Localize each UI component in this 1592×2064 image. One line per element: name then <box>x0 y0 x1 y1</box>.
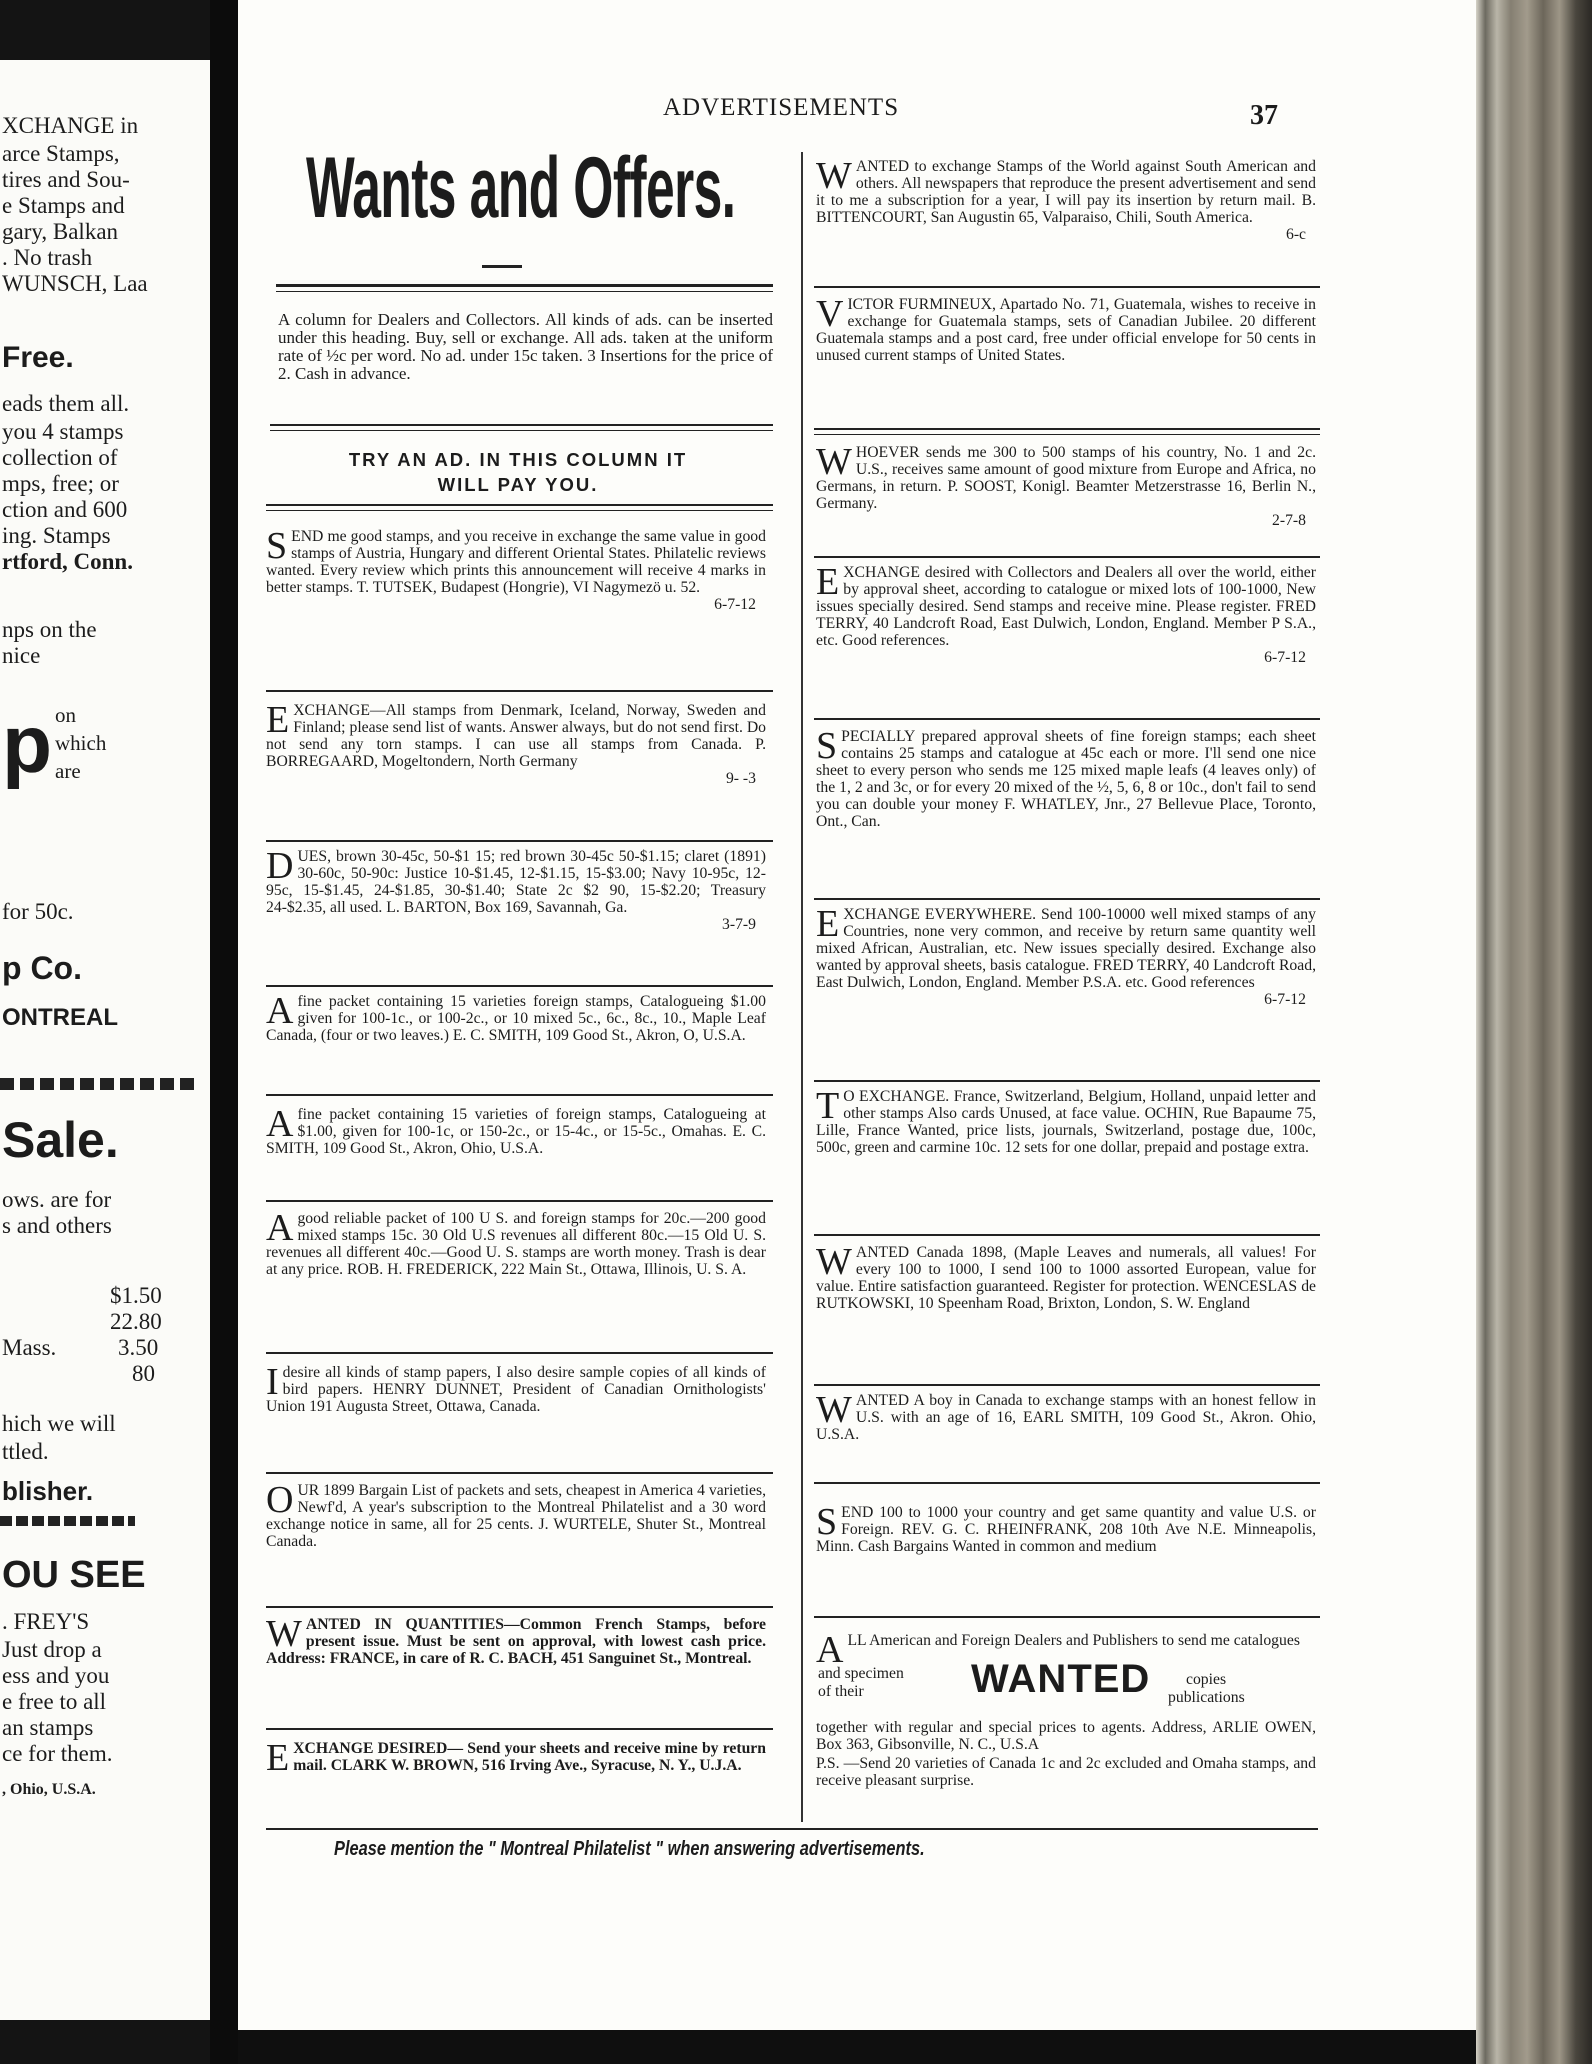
prev-line: gary, Balkan <box>2 219 119 244</box>
ad-postscript: P.S. —Send 20 varieties of Canada 1c and 2c excluded and Omaha stamps, and receive pleasant surprise. <box>816 1755 1316 1789</box>
ad-owen <box>816 1629 1316 1822</box>
prev-line: Just drop a <box>2 1637 102 1662</box>
ad-text: ANTED to exchange Stamps of the World against South American and others. All newspapers that reproduce the present advertisement and send it to me a subscription for a year, I will pay its insertion by return mail. B. BITTENCOURT, San Augustin 65, Valparaiso, Chili, South America. <box>816 158 1316 226</box>
ad-text: together with regular and special prices to agents. Address, ARLIE OWEN, Box 363, Gibsonville, N. C., U.S.A <box>816 1719 1316 1753</box>
drop-initial: W <box>266 1613 302 1655</box>
rule <box>814 1384 1320 1386</box>
rule <box>266 1606 773 1608</box>
footer-note: Please mention the " Montreal Philatelist " when answering advertisements. <box>334 1838 925 1860</box>
prev-line: . No trash <box>2 245 93 270</box>
ad-text: PECIALLY prepared approval sheets of fine foreign stamps; each sheet contains 25 stamps and catalogue at 45c each or more. I'll send one nice sheet to every person who sends me 125 mixed maple leafs (4 leaves only) of the 1, 2 and 3c, or for every 20 mixed of the ½, 5, 6, 8 or 10c., don't fail to send you can double your money F. WHATLEY, Jnr., 27 Bellevue Place, Toronto, Ont., Can. <box>816 728 1316 830</box>
ornament-rule <box>0 1516 135 1526</box>
ad-text: copies <box>1186 1671 1227 1688</box>
prev-line: which <box>55 731 107 755</box>
ad-furmineux <box>816 293 1316 364</box>
ad-text: ICTOR FURMINEUX, Apartado No. 71, Guatemala, wishes to receive in exchange for Guatemala stamps, sets of Canadian Jubilee. 20 different Guatemala stamps and a post card, free under official envelope for 50 cents in unused current stamps of United States. <box>816 296 1316 364</box>
ad-text: ANTED Canada 1898, (Maple Leaves and numerals, all values! For every 100 to 1000, I send 100 to 1000 assorted European, value for value. Entire satisfaction guaranteed. Register for protection. WENCESLAS de RUTKOWSKI, 10 Speenham Road, Brixton, London, S. W. England <box>816 1244 1316 1312</box>
ad-brown <box>266 1737 766 1779</box>
drop-initial: S <box>816 1501 838 1543</box>
prev-line: 22.80 <box>110 1309 162 1334</box>
ad-barton <box>266 845 766 933</box>
prev-line: rtford, Conn. <box>2 549 133 574</box>
ad-text: desire all kinds of stamp papers, I also desire sample copies of all kinds of bird papers. HENRY DUNNET, President of Canadian Ornithologists' Union 191 Augusta Street, Ottawa, Canada. <box>266 1364 766 1415</box>
drop-initial: E <box>266 1737 290 1779</box>
scan-border <box>238 2030 1476 2064</box>
rule <box>814 1234 1320 1236</box>
book-edge <box>1476 0 1592 2064</box>
ad-bach <box>266 1613 766 1667</box>
ad-frederick <box>266 1207 766 1278</box>
try-ad-line-1: TRY AN AD. IN THIS COLUMN IT <box>348 449 688 470</box>
ornament-rule <box>0 1078 200 1090</box>
drop-initial: E <box>816 561 840 603</box>
prev-line: XCHANGE in <box>2 113 139 138</box>
rule <box>266 840 773 842</box>
rule <box>814 286 1320 288</box>
prev-line: you 4 stamps <box>2 419 124 444</box>
prev-line: ttled. <box>2 1439 49 1464</box>
ad-code: 6-7-12 <box>1264 649 1306 666</box>
ad-text: and specimen <box>818 1665 904 1682</box>
ad-rutkowski <box>816 1241 1316 1312</box>
ad-code: 9- -3 <box>725 770 756 787</box>
ad-text: END me good stamps, and you receive in exchange the same value in good stamps of Austria, Hungary and different Oriental States. Philatelic reviews wanted. Every review which prints this announcement will receive 4 marks in better stamps. T. TUTSEK, Budapest (Hongrie), VI Nagymezö u. 52. <box>266 528 766 596</box>
prev-line: hich we will <box>2 1411 116 1436</box>
prev-line: ction and 600 <box>2 497 128 522</box>
prev-line: blisher. <box>2 1476 94 1506</box>
prev-line: e Stamps and <box>2 193 125 218</box>
prev-line: e free to all <box>2 1689 107 1714</box>
prev-line: collection of <box>2 445 118 470</box>
drop-initial: A <box>266 1103 294 1145</box>
ad-bittencourt <box>816 155 1316 243</box>
prev-line: for 50c. <box>2 899 74 924</box>
ad-whatley <box>816 725 1316 830</box>
ad-text: UR 1899 Bargain List of packets and sets, cheapest in America 4 varieties, Newf'd, A year's subscription to the Montreal Philatelist and a 30 word exchange notice in same, all for 25 cents. J. WURTELE, Shuter St., Montreal Canada. <box>266 1482 766 1550</box>
prev-line: arce Stamps, <box>2 141 120 166</box>
ad-terry-1 <box>816 561 1316 666</box>
rule <box>270 424 773 426</box>
prev-line: OU SEE <box>2 1554 146 1596</box>
drop-initial: E <box>816 903 840 945</box>
prev-line: ows. are for <box>2 1187 112 1212</box>
drop-initial: O <box>266 1479 294 1521</box>
page-gutter <box>210 0 240 2064</box>
prev-line: $1.50 <box>110 1283 162 1308</box>
ad-ochin <box>816 1085 1316 1156</box>
ad-wurtele <box>266 1479 766 1550</box>
prev-line: 3.50 <box>118 1335 159 1360</box>
rule <box>270 430 773 431</box>
ad-smith-1 <box>266 990 766 1044</box>
wanted-block <box>816 1657 1316 1719</box>
prev-line: eads them all. <box>2 391 130 416</box>
prev-line: 80 <box>132 1361 155 1386</box>
prev-line: nice <box>2 643 41 668</box>
drop-initial: S <box>816 725 838 767</box>
ad-text: publications <box>1168 1689 1245 1706</box>
running-head: ADVERTISEMENTS <box>663 94 900 121</box>
drop-initial: W <box>816 441 852 483</box>
ad-text: fine packet containing 15 varieties foreign stamps, Catalogueing $1.00 given for 100-1c., or 100-2c., or 10 mixed 5c., 6c., 8c., 10., Maple Leaf Canada, (four or two leaves.) E. C. SMITH, 109 Good St., Akron, O, U.S.A. <box>266 993 766 1044</box>
prev-line: Free. <box>2 341 74 374</box>
prev-line: p Co. <box>2 950 82 986</box>
rule <box>814 428 1320 430</box>
ad-text: of their <box>818 1683 864 1700</box>
rule <box>266 690 773 692</box>
drop-initial: S <box>266 525 288 567</box>
rule <box>266 1200 773 1202</box>
ad-text: XCHANGE DESIRED— Send your sheets and receive mine by return mail. CLARK W. BROWN, 516 Irving Ave., Syracuse, N. Y., U.J.A. <box>293 1740 766 1774</box>
ad-soost <box>816 441 1316 529</box>
ad-text: ANTED IN QUANTITIES—Common French Stamps, before present issue. Must be sent on approval, with lowest cash price. Address: FRANCE, in care of R. C. BACH, 451 Sanguinet St., Montreal. <box>266 1616 766 1667</box>
drop-initial: W <box>816 1389 852 1431</box>
ad-text: good reliable packet of 100 U S. and foreign stamps for 20c.—200 good mixed stamps 15c. 30 Old U.S revenues all different 80c.—15 Old U. S. revenues all different 40c.—Good U. S. stamps are worth money. Trash is dear at any price. ROB. H. FREDERICK, 222 Main St., Ottawa, Illinois, U. S. A. <box>266 1210 766 1278</box>
ad-text: UES, brown 30-45c, 50-$1 15; red brown 30-45c 50-$1.15; claret (1891) 30-60c, 50-90c: Justice 10-$1.45, 12-$1.15, 15-$3.00; Navy 10-95c, 12-95c, 15-$1.45, 24-$1.85, 30-$1.40; State 2c $2 90, 15-$2.20; Treasury 24-$2.35, all used. L. BARTON, Box 169, Savannah, Ga. <box>266 848 766 916</box>
rule <box>266 1352 773 1354</box>
prev-line: nps on the <box>2 617 97 642</box>
rule <box>814 898 1320 900</box>
ad-text: fine packet containing 15 varieties of foreign stamps, Catalogueing at $1.00, given for 100-1c, or 150-2c., or 15-4c., or 15-5c., Omahas. E. C. SMITH, 109 Good St., Akron, Ohio, U.S.A. <box>266 1106 766 1157</box>
rule <box>276 284 773 287</box>
ad-terry-2 <box>816 903 1316 1008</box>
prev-line: ONTREAL <box>2 1004 118 1031</box>
page-title: Wants and Offers. <box>306 140 736 236</box>
prev-line: are <box>55 759 81 783</box>
ad-code: 6-c <box>1285 226 1306 243</box>
rule <box>814 1616 1320 1618</box>
prev-line: on <box>55 703 76 727</box>
rule <box>814 1482 1320 1484</box>
ad-rheinfrank <box>816 1501 1316 1555</box>
prev-line: tires and Sou- <box>2 167 130 192</box>
drop-initial: V <box>816 293 844 335</box>
ad-tutsek <box>266 525 766 613</box>
prev-line: p <box>2 699 53 790</box>
drop-initial: E <box>266 699 290 741</box>
title-rule <box>482 265 522 268</box>
drop-initial: A <box>266 990 294 1032</box>
ad-code: 2-7-8 <box>1272 512 1306 529</box>
try-ad-line-2: WILL PAY YOU. <box>437 474 599 495</box>
ad-borregaard <box>266 699 766 787</box>
prev-line: . FREY'S <box>2 1609 90 1634</box>
previous-page-fragment <box>0 60 210 2020</box>
rule <box>814 1080 1320 1082</box>
ad-code: 6-7-12 <box>714 596 756 613</box>
rule <box>814 718 1320 720</box>
drop-initial: T <box>816 1085 840 1127</box>
rule <box>814 556 1320 558</box>
prev-line: s and others <box>2 1213 112 1238</box>
ad-text: END 100 to 1000 your country and get same quantity and value U.S. or Foreign. REV. G. C. RHEINFRANK, 208 10th Ave N.E. Minneapolis, Minn. Cash Bargains Wanted in common and medium <box>816 1504 1316 1555</box>
ad-text: XCHANGE EVERYWHERE. Send 100-10000 well mixed stamps of any Countries, none very common, and receive by return same quantity well mixed African, Australian, etc. New issues specially desired. Exchange also wanted by approval sheets, basis catalogue. FRED TERRY, 40 Landcroft Road, East Dulwich, London, England. Member P.S.A. etc. Good references <box>816 906 1316 991</box>
ad-text: LL American and Foreign Dealers and Publishers to send me catalogues <box>847 1632 1300 1649</box>
ad-text: O EXCHANGE. France, Switzerland, Belgium, Holland, unpaid letter and other stamps Also cards Unused, at face value. OCHIN, Rue Bapaume 75, Lille, France Wanted, price lists, journals, Switzerland, postage due, 100c, 500c, green and carmine 10c. 12 sets for one dollar, prepaid and postage extra. <box>816 1088 1316 1156</box>
ad-dunnet <box>266 1361 766 1415</box>
prev-line: Mass. <box>2 1335 57 1360</box>
prev-line: Sale. <box>2 1112 119 1168</box>
rule <box>266 1472 773 1474</box>
prev-line: ess and you <box>2 1663 110 1688</box>
drop-initial: W <box>816 1241 852 1283</box>
page-number: 37 <box>1250 100 1278 131</box>
column-divider <box>801 152 803 1822</box>
ad-text: ANTED A boy in Canada to exchange stamps with an honest fellow in U.S. with an age of 16, EARL SMITH, 109 Good St., Akron. Ohio, U.S.A. <box>816 1392 1316 1443</box>
page-37 <box>238 0 1476 2030</box>
ad-text: XCHANGE desired with Collectors and Dealers all over the world, either by approval sheet, according to catalogue or mixed lots of 100-1000, New issues specially desired. Send stamps and receive mine. Please register. FRED TERRY, 40 Landcroft Road, East Dulwich, London, England. Member P S.A., etc. Good references. <box>816 564 1316 649</box>
drop-initial: D <box>266 845 294 887</box>
ad-text: HOEVER sends me 300 to 500 stamps of his country, No. 1 and 2c. U.S., receives same amount of good mixture from Europe and Africa, no Germans, in return. P. SOOST, Konigl. Beamter Metzerstrasse 16, Berlin N., Germany. <box>816 444 1316 512</box>
prev-line: ce for them. <box>2 1741 113 1766</box>
drop-initial: A <box>266 1207 294 1249</box>
prev-line: an stamps <box>2 1715 94 1740</box>
rule <box>266 985 773 987</box>
ad-text: XCHANGE—All stamps from Denmark, Iceland, Norway, Sweden and Finland; please send list of wants. Answer always, but do not send first. Do not send any torn stamps. I can use all stamps from Canada. P. BORREGAARD, Mogeltondern, North Germany <box>266 702 766 770</box>
prev-line: ing. Stamps <box>2 523 111 548</box>
prev-line: mps, free; or <box>2 471 119 496</box>
rule <box>266 504 773 506</box>
rule <box>266 1828 1318 1830</box>
ad-code: 6-7-12 <box>1264 991 1306 1008</box>
wanted-headline: WANTED <box>971 1657 1151 1701</box>
drop-initial: I <box>266 1361 279 1403</box>
drop-initial: W <box>816 155 852 197</box>
ad-earl-smith <box>816 1389 1316 1443</box>
rule <box>814 434 1320 435</box>
ad-code: 3-7-9 <box>722 916 756 933</box>
rule <box>266 1094 773 1096</box>
rule <box>266 510 773 511</box>
drop-initial: A <box>816 1629 844 1671</box>
rule <box>266 1728 773 1730</box>
prev-line: , Ohio, U.S.A. <box>2 1781 96 1798</box>
rule <box>276 291 773 292</box>
prev-line: WUNSCH, Laa <box>2 271 148 296</box>
ad-smith-2 <box>266 1103 766 1157</box>
intro-text: A column for Dealers and Collectors. All kinds of ads. can be inserted under this heading. Buy, sell or exchange. All ads. taken at the uniform rate of ½c per word. No ad. under 15c taken. 3 Insertions for the price of 2. Cash in advance. <box>278 310 773 383</box>
